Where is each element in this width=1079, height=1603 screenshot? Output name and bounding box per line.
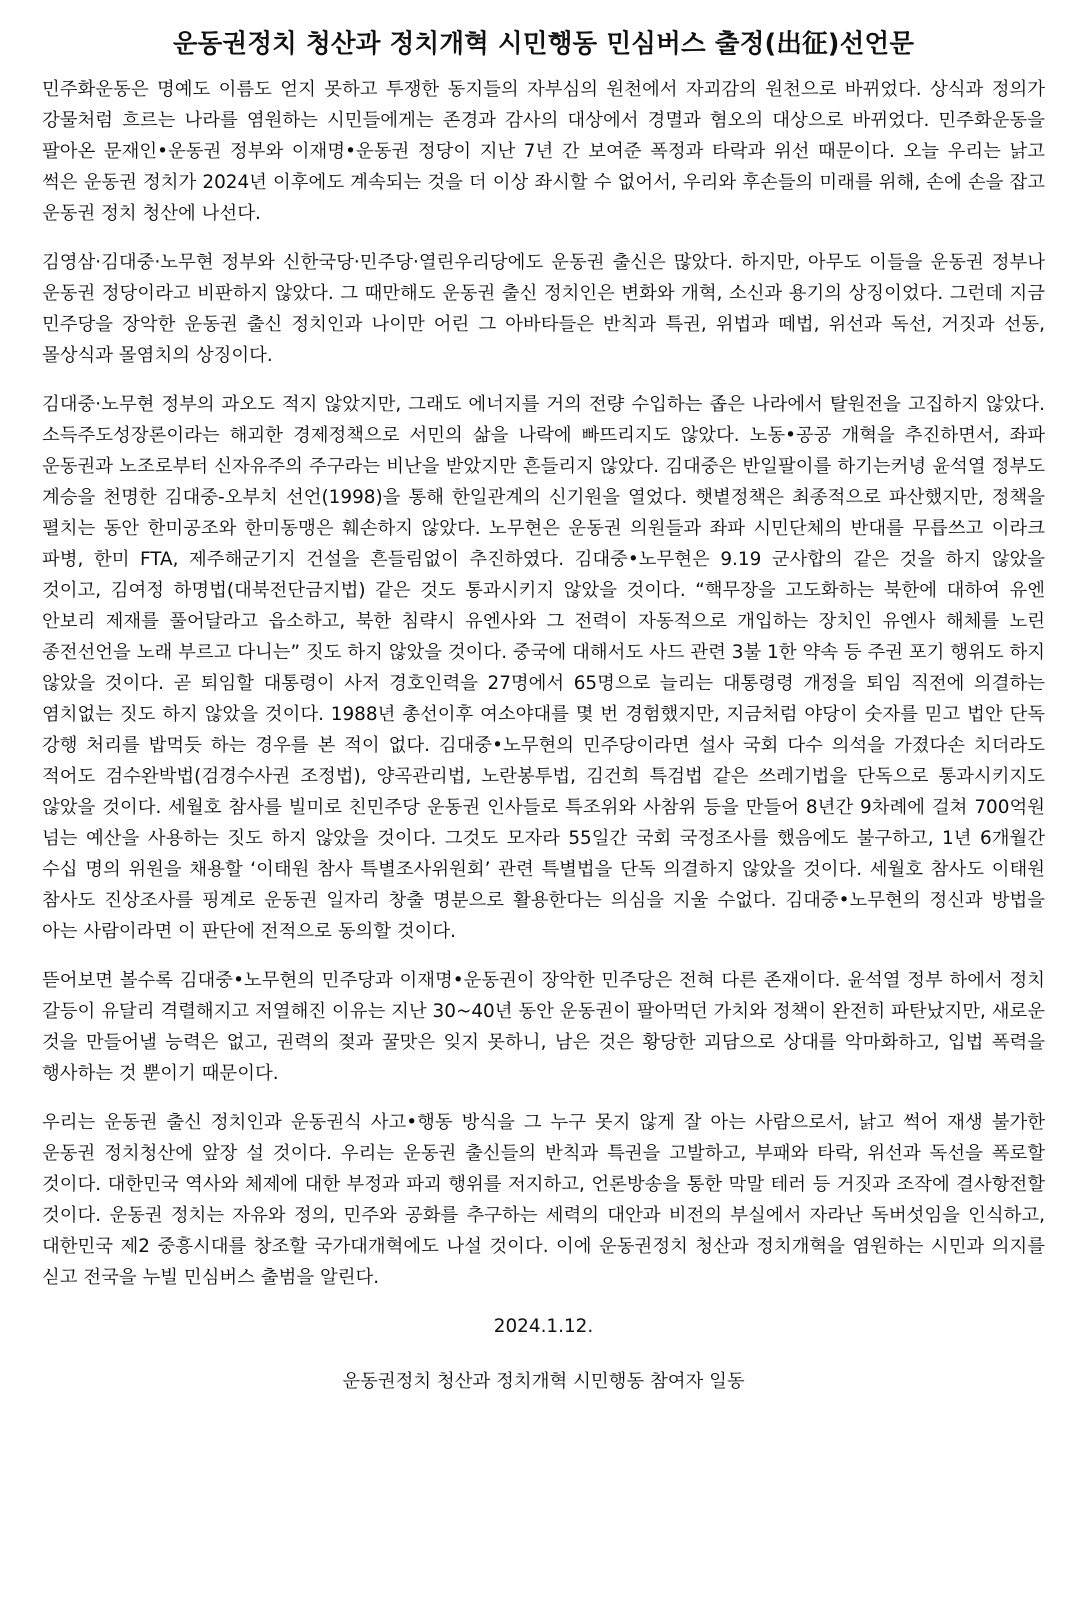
document-signature: 운동권정치 청산과 정치개혁 시민행동 참여자 일동	[342, 1371, 745, 1392]
paragraph-3: 김대중·노무현 정부의 과오도 적지 않았지만, 그래도 에너지를 거의 전량 수입하는 좁은 나라에서 탈원전을 고집하지 않았다. 소득주도성장론이라는 해괴한 경제정책으로 서민의 삶을 나락에 빠뜨리지도 않았다. 노동•공공 개혁을 추진하면서, 좌파 운동권과 노조로부터 신자유주의 주구라는 비난을 받았지만 흔들리지 않았다. 김대중은 반일팔이를 하기는커녕 윤석열 정부도 계승을 천명한 김대중-오부치 선언(1998)을 통해 한일관계의 신기원을 열었다. 햇볕정책은 최종적으로 파산했지만, 정책을 펼치는 동안 한미공조와 한미동맹은 훼손하지 않았다. 노무현은 운동권 의원들과 좌파 시민단체의 반대를 무릅쓰고 이라크 파병, 한미 FTA, 제주해군기지 건설을 흔들림없이 추진하였다. 김대중•노무현은 9.19 군사합의 같은 것을 하지 않았을 것이고, 김여정 하명법(대북전단금지법) 같은 것도 통과시키지 않았을 것이다. “핵무장을 고도화하는 북한에 대하여 유엔 안보리 제재를 풀어달라고 읍소하고, 북한 침략시 유엔사와 그 전력이 자동적으로 개입하는 장치인 유엔사 해체를 노린 종전선언을 노래 부르고 다니는” 짓도 하지 않았을 것이다. 중국에 대해서도 사드 관련 3불 1한 약속 등 주권 포기 행위도 하지 않았을 것이다. 곧 퇴임할 대통령이 사저 경호인력을 27명에서 65명으로 늘리는 대통령령 개정을 퇴임 직전에 의결하는 염치없는 짓도 하지 않았을 것이다. 1988년 총선이후 여소야대를 몇 번 경험했지만, 지금처럼 야당이 숫자를 믿고 법안 단독 강행 처리를 밥먹듯 하는 경우를 본 적이 없다. 김대중•노무현의 민주당이라면 설사 국회 다수 의석을 가졌다손 치더라도 적어도 검수완박법(검경수사권 조정법), 양곡관리법, 노란봉투법, 김건희 특검법 같은 쓰레기법을 단독으로 통과시키지도 않았을 것이다. 세월호 참사를 빌미로 친민주당 운동권 인사들로 특조위와 사참위 등을 만들어 8년간 9차례에 걸쳐 700억원 넘는 예산을 사용하는 짓도 하지 않았을 것이다. 그것도 모자라 55일간 국회 국정조사를 했음에도 불구하고, 1년 6개월간 수십 명의 위원을 채용할 ‘이태원 참사 특별조사위원회’ 관련 특별법을 단독 의결하지 않았을 것이다. 세월호 참사도 이태원 참사도 진상조사를 핑계로 운동권 일자리 창출 명분으로 활용한다는 의심을 지울 수없다. 김대중•노무현의 정신과 방법을 아는 사람이라면 이 판단에 전적으로 동의할 것이다.	[42, 394, 1045, 942]
paragraph-5: 우리는 운동권 출신 정치인과 운동권식 사고•행동 방식을 그 누구 못지 않게 잘 아는 사람으로서, 낡고 썩어 재생 불가한 운동권 정치청산에 앞장 설 것이다. 우리는 운동권 출신들의 반칙과 특권을 고발하고, 부패와 타락, 위선과 독선을 폭로할 것이다. 대한민국 역사와 체제에 대한 부정과 파괴 행위를 저지하고, 언론방송을 통한 막말 테러 등 거짓과 조작에 결사항전할 것이다. 운동권 정치는 자유와 정의, 민주와 공화를 추구하는 세력의 대안과 비전의 부실에서 자라난 독버섯임을 인식하고, 대한민국 제2 중흥시대를 창조할 국가대개혁에도 나설 것이다. 이에 운동권정치 청산과 정치개혁을 염원하는 시민과 의지를 싣고 전국을 누빌 민심버스 출범을 알린다.	[42, 1112, 1045, 1288]
document-body	[42, 74, 1045, 1293]
paragraph-2: 김영삼·김대중·노무현 정부와 신한국당·민주당·열린우리당에도 운동권 출신은 많았다. 하지만, 아무도 이들을 운동권 정부나 운동권 정당이라고 비판하지 않았다. 그 때만해도 운동권 출신 정치인은 변화와 개혁, 소신과 용기의 상징이었다. 그런데 지금 민주당을 장악한 운동권 출신 정치인과 나이만 어린 그 아바타들은 반칙과 특권, 위법과 떼법, 위선과 독선, 거짓과 선동, 몰상식과 몰염치의 상징이다.	[42, 252, 1045, 366]
document-date: 2024.1.12.	[493, 1316, 594, 1337]
paragraph-4: 뜯어보면 볼수록 김대중•노무현의 민주당과 이재명•운동권이 장악한 민주당은 전혀 다른 존재이다. 윤석열 정부 하에서 정치 갈등이 유달리 격렬해지고 저열해진 이유는 지난 30~40년 동안 운동권이 팔아먹던 가치와 정책이 완전히 파탄났지만, 새로운 것을 만들어낼 능력은 없고, 권력의 젖과 꿀맛은 잊지 못하니, 남은 것은 황당한 괴담으로 상대를 악마화하고, 입법 폭력을 행사하는 것 뿐이기 때문이다.	[42, 970, 1045, 1084]
document-title: 운동권정치 청산과 정치개혁 시민행동 민심버스 출정(出征)선언문	[172, 29, 915, 59]
paragraph-1: 민주화운동은 명예도 이름도 얻지 못하고 투쟁한 동지들의 자부심의 원천에서 자괴감의 원천으로 바뀌었다. 상식과 정의가 강물처럼 흐르는 나라를 염원하는 시민들에게는 존경과 감사의 대상에서 경멸과 혐오의 대상으로 바뀌었다. 민주화운동을 팔아온 문재인•운동권 정부와 이재명•운동권 정당이 지난 7년 간 보여준 폭정과 타락과 위선 때문이다. 오늘 우리는 낡고 썩은 운동권 정치가 2024년 이후에도 계속되는 것을 더 이상 좌시할 수 없어서, 우리와 후손들의 미래를 위해, 손에 손을 잡고 운동권 정치 청산에 나선다.	[42, 79, 1045, 224]
